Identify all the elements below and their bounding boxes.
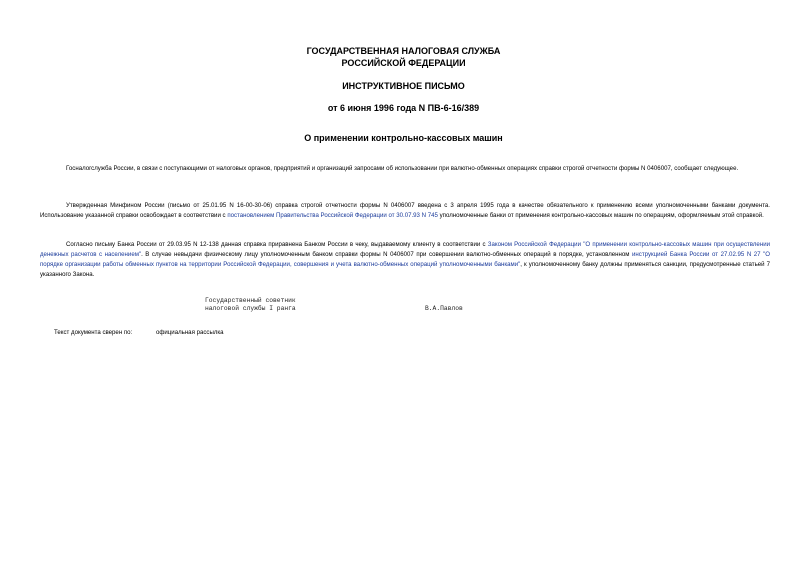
signer-name: В.А.Павлов xyxy=(425,305,463,312)
government-decree-link[interactable]: постановлением Правительства Российской Федерации от 30.07.93 N 745 xyxy=(227,212,438,220)
paragraph-3-text-b: . В случае невыдачи физическому лицу уполномоченным банком справки формы N 0406007 при совершении валютно-обменных операций в порядке, установленном xyxy=(141,251,633,259)
bank-instruction-link[interactable]: инструкцией Банка России от 27.02.95 N 27 "О порядке организации работы обменных пунктов на территории Российской Федерации, совершения и учета валютно-обменных операций уполномоченными банками" xyxy=(40,251,770,269)
signer-title-line-1: Государственный советник xyxy=(205,297,296,304)
subject-title: О применении контрольно-кассовых машин xyxy=(304,133,503,143)
paragraph-2-text-b: уполномоченные банки от применения контрольно-кассовых машин по операциям, оформляемым этой справкой. xyxy=(437,212,764,220)
date-number-title: от 6 июня 1996 года N ПВ-6-16/389 xyxy=(327,103,480,113)
paragraph-3 xyxy=(40,240,770,280)
paragraph-3-text-a: Согласно письму Банка России от 29.03.95 N 12-138 данная справка приравнена Банком России в чеку, выдаваемому клиенту в соответствии с xyxy=(66,241,488,249)
paragraph-3-text-c: , к уполномоченному банку должны применяться санкции, предусмотренные статьей 7 указанного Закона. xyxy=(40,261,770,279)
verification-source: официальная рассылка xyxy=(156,329,224,336)
paragraph-2-text-a: Утвержденная Минфином России (письмо от 25.01.95 N 16-00-30-06) справка строгой отчетности формы N 0406007 введена с 3 апреля 1995 года в качестве обязательного к применению всеми уполномоченными банками документа. Использование указанной справки освобождает в соответствии с xyxy=(40,202,770,220)
paragraph-1-text: Госналогслужба России, в связи с поступающими от налоговых органов, предприятий и организаций запросами об использовании при валютно-обменных операциях справки строгой отчетности формы N 0406007, сообщает следующее. xyxy=(66,165,739,173)
country-title: РОССИЙСКОЙ ФЕДЕРАЦИИ xyxy=(341,58,466,68)
paragraph-1 xyxy=(40,164,770,174)
signer-title-line-2: налоговой службы I ранга xyxy=(205,305,296,312)
doc-type-title: ИНСТРУКТИВНОЕ ПИСЬМО xyxy=(342,81,465,91)
paragraph-2 xyxy=(40,201,770,221)
agency-title: ГОСУДАРСТВЕННАЯ НАЛОГОВАЯ СЛУЖБА xyxy=(306,46,501,56)
federal-law-link[interactable]: Законом Российской Федерации "О применении контрольно-кассовых машин при осуществлении денежных расчетов с населением" xyxy=(40,241,770,259)
verification-label: Текст документа сверен по: xyxy=(54,329,133,336)
